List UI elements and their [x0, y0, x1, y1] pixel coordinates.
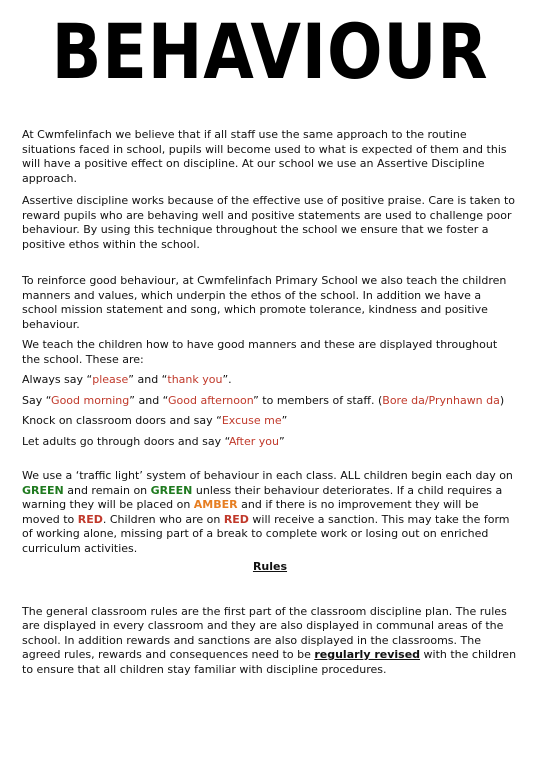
welsh-greeting-phrase: Bore da/Prynhawn da: [382, 393, 500, 407]
title-wrap: [0, 7, 540, 96]
text-run: Let adults go through doors and say “: [22, 434, 229, 448]
text-run: and remain on: [63, 483, 151, 497]
text-run: . Children who are on: [102, 512, 224, 526]
rules-heading: Rules: [252, 560, 288, 573]
after-you-phrase: After you: [228, 434, 279, 448]
text-run: Knock on classroom doors and say “: [22, 414, 222, 427]
rules-paragraph: [22, 605, 518, 678]
text-run: unless their behaviour deteriorates. If a child requires a warning they will be placed on: [22, 483, 503, 511]
text-run: ”: [279, 434, 285, 448]
excuse-me-phrase: Excuse me: [221, 414, 282, 427]
green-label: GREEN: [150, 483, 193, 497]
manners-line-knock: [22, 414, 518, 429]
manners-line-greetings: [22, 394, 518, 409]
manners-line-please: [22, 373, 518, 388]
text-run: ”.: [222, 373, 232, 386]
assertive-discipline-paragraph: Assertive discipline works because of the effective use of positive praise. Care is taken to reward pupils who are behaving well and positive statements are used to challenge poor behaviour. By using this technique throughout the school we ensure that we foster a positive ethos within the school.: [22, 194, 515, 251]
text-run: ” and “: [128, 373, 168, 386]
document-body: [22, 128, 518, 677]
red-label: RED: [223, 512, 249, 526]
text-run: Always say “: [22, 373, 93, 386]
thank-you-phrase: thank you: [167, 373, 223, 386]
regularly-revised-emphasis: regularly revised: [314, 648, 421, 661]
text-run: ” and “: [129, 393, 168, 407]
text-run: ”: [281, 414, 288, 427]
good-morning-phrase: Good morning: [51, 393, 130, 407]
good-afternoon-phrase: Good afternoon: [167, 393, 254, 407]
text-run: Say “: [22, 393, 52, 407]
text-run: ): [499, 393, 505, 407]
text-run: with the children to ensure that all children stay familiar with discipline procedures.: [22, 648, 517, 676]
traffic-light-paragraph: [22, 469, 518, 556]
page-title: BEHAVIOUR: [51, 7, 489, 96]
text-run: The general classroom rules are the first part of the classroom discipline plan. The rules are displayed in every classroom and they are also displayed in communal areas of the school. In addition rewards and sanctions are also displayed in the classrooms. The agreed rules, rewards and consequences need to be: [22, 604, 507, 661]
red-label: RED: [77, 512, 103, 526]
text-run: We use a ‘traffic light’ system of behaviour in each class. ALL children begin each day on: [22, 469, 513, 482]
amber-label: AMBER: [193, 498, 238, 511]
manners-intro-paragraph: We teach the children how to have good manners and these are displayed throughout the school. These are:: [22, 338, 498, 366]
intro-paragraph: At Cwmfelinfach we believe that if all staff use the same approach to the routine situations faced in school, pupils will become used to what is expected of them and this will have a positive effect on discipline. At our school we use an Assertive Discipline approach.: [22, 128, 507, 185]
manners-line-after-you: [22, 435, 518, 450]
text-run: and if there is no improvement they will be moved to: [22, 498, 479, 526]
please-phrase: please: [92, 373, 129, 386]
manners-values-paragraph: To reinforce good behaviour, at Cwmfelinfach Primary School we also teach the children manners and values, which underpin the ethos of the school. In addition we have a school mission statement and song, which promote tolerance, kindness and positive behaviour.: [22, 274, 507, 331]
text-run: ” to members of staff. (: [253, 393, 383, 407]
text-run: will receive a sanction. This may take the form of working alone, missing part of a break to complete work or losing out on enriched curriculum activities.: [22, 512, 510, 555]
green-label: GREEN: [22, 483, 64, 497]
